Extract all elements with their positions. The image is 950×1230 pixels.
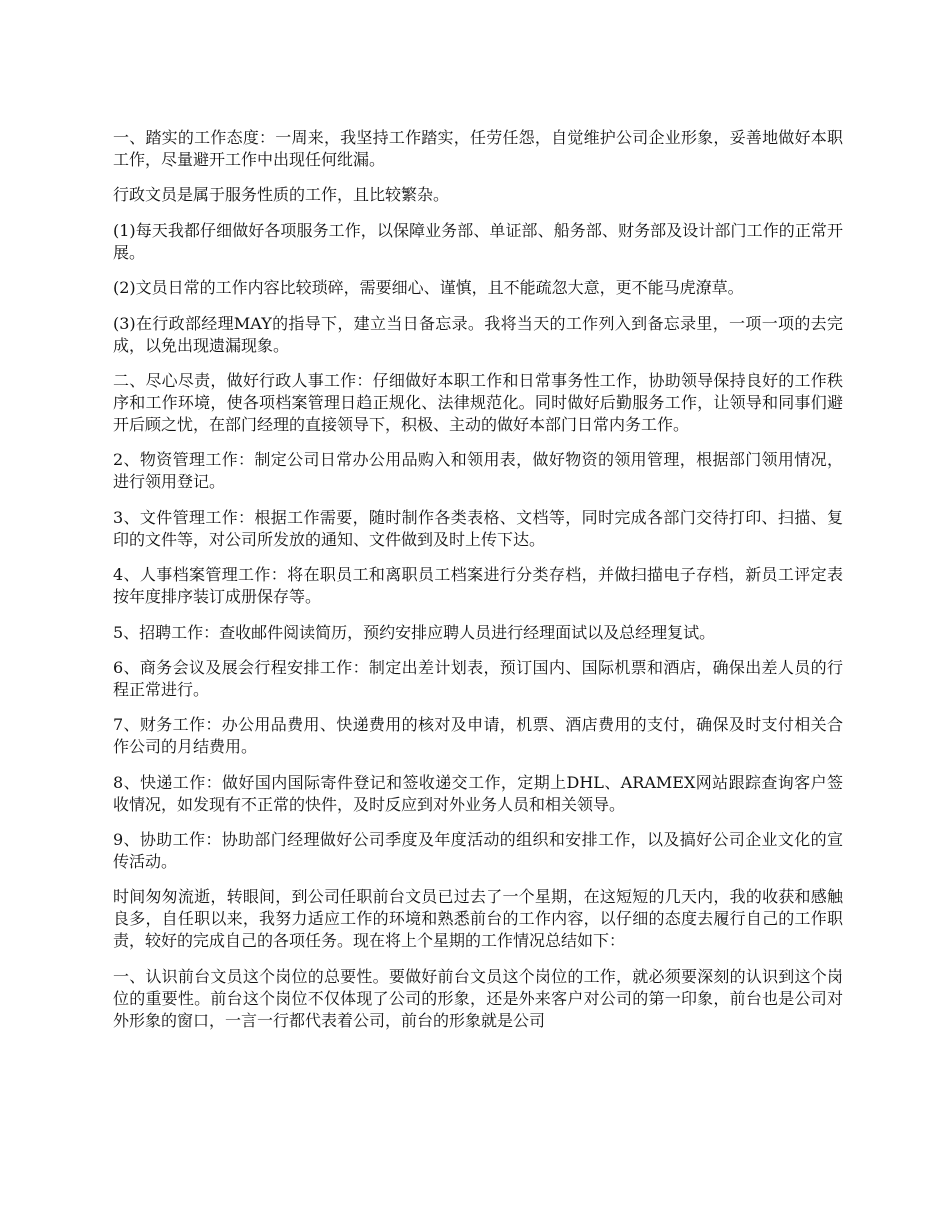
paragraph: 6、商务会议及展会行程安排工作：制定出差计划表，预订国内、国际机票和酒店，确保出差人员的行程正常进行。	[113, 657, 843, 699]
paragraph: 3、文件管理工作：根据工作需要，随时制作各类表格、文档等，同时完成各部门交待打印、扫描、复印的文件等，对公司所发放的通知、文件做到及时上传下达。	[113, 507, 843, 549]
paragraph: 时间匆匆流逝，转眼间，到公司任职前台文员已过去了一个星期，在这短短的几天内，我的收获和感触良多，自任职以来，我努力适应工作的环境和熟悉前台的工作内容，以仔细的态度去履行自己的工作职责，较好的完成自己的各项任务。现在将上个星期的工作情况总结如下：	[113, 887, 843, 951]
paragraph: (3)在行政部经理MAY的指导下，建立当日备忘录。我将当天的工作列入到备忘录里，一项一项的去完成，以免出现遗漏现象。	[113, 313, 843, 355]
document-body	[113, 127, 843, 1045]
paragraph: 一、踏实的工作态度：一周来，我坚持工作踏实，任劳任怨，自觉维护公司企业形象，妥善地做好本职工作，尽量避开工作中出现任何纰漏。	[113, 128, 843, 169]
paragraph: 4、人事档案管理工作：将在职员工和离职员工档案进行分类存档，并做扫描电子存档，新员工评定表按年度排序装订成册保存等。	[113, 565, 843, 607]
paragraph: 9、协助工作：协助部门经理做好公司季度及年度活动的组织和安排工作，以及搞好公司企业文化的宣传活动。	[113, 830, 843, 872]
paragraph: 2、物资管理工作：制定公司日常办公用品购入和领用表，做好物资的领用管理，根据部门领用情况，进行领用登记。	[113, 450, 843, 492]
paragraph: 二、尽心尽责，做好行政人事工作：仔细做好本职工作和日常事务性工作，协助领导保持良好的工作秩序和工作环境，使各项档案管理日趋正规化、法律规范化。同时做好后勤服务工作，让领导和同事们避开后顾之忧，在部门经理的直接领导下，积极、主动的做好本部门日常内务工作。	[113, 370, 843, 434]
paragraph: 7、财务工作：办公用品费用、快递费用的核对及申请，机票、酒店费用的支付，确保及时支付相关合作公司的月结费用。	[113, 715, 843, 757]
paragraph: 5、招聘工作：查收邮件阅读简历，预约安排应聘人员进行经理面试以及总经理复试。	[113, 622, 716, 642]
paragraph: (2)文员日常的工作内容比较琐碎，需要细心、谨慎，且不能疏忽大意，更不能马虎潦草。	[113, 278, 744, 298]
paragraph: 行政文员是属于服务性质的工作，且比较繁杂。	[113, 185, 450, 205]
paragraph: 一、认识前台文员这个岗位的总要性。要做好前台文员这个岗位的工作，就必须要深刻的认识到这个岗位的重要性。前台这个岗位不仅体现了公司的形象，还是外来客户对公司的第一印象，前台也是公司对外形象的窗口，一言一行都代表着公司，前台的形象就是公司	[113, 966, 843, 1030]
paragraph: 8、快递工作：做好国内国际寄件登记和签收递交工作，定期上DHL、ARAMEX网站跟踪查询客户签收情况，如发现有不正常的快件，及时反应到对外业务人员和相关领导。	[113, 772, 843, 814]
paragraph: (1)每天我都仔细做好各项服务工作，以保障业务部、单证部、船务部、财务部及设计部门工作的正常开展。	[113, 220, 843, 262]
